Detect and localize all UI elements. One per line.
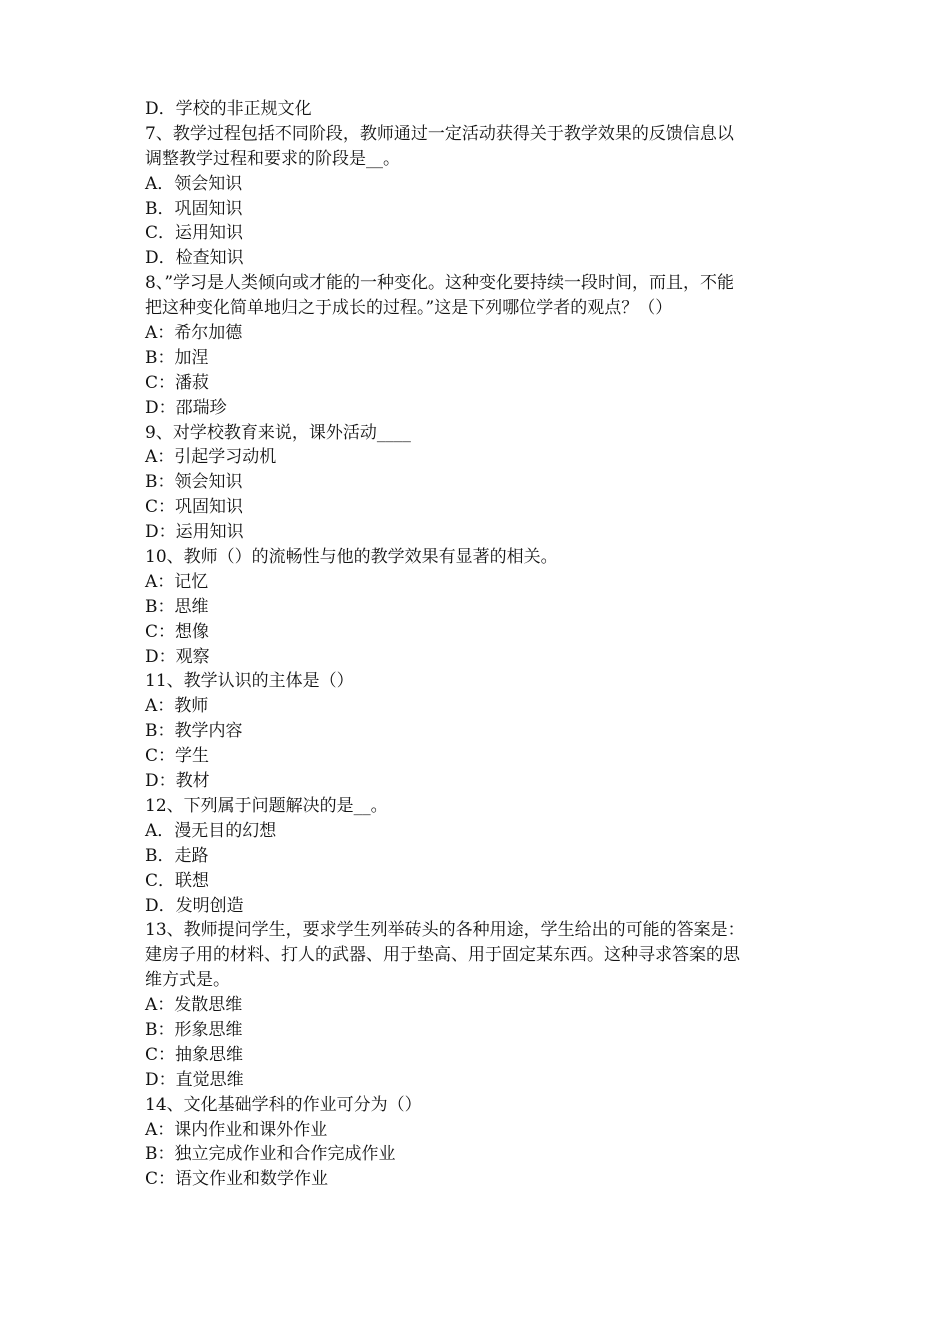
document-body bbox=[145, 97, 825, 1192]
option-line: A：引起学习动机 bbox=[145, 447, 277, 468]
option-line: A：课内作业和课外作业 bbox=[145, 1119, 328, 1140]
question-13-stem-cont: 维方式是。 bbox=[145, 970, 230, 991]
option-line: C：想像 bbox=[145, 621, 210, 642]
option-line: B：独立完成作业和合作完成作业 bbox=[145, 1144, 396, 1165]
option-line: C：抽象思维 bbox=[145, 1044, 244, 1065]
option-line: A：教师 bbox=[145, 696, 209, 717]
question-8-stem: 8、”学习是人类倾向或才能的一种变化。这种变化要持续一段时间，而且，不能 bbox=[145, 273, 735, 294]
question-8-stem-cont: 把这种变化简单地归之于成长的过程。”这是下列哪位学者的观点？（） bbox=[145, 298, 673, 319]
option-line: B：领会知识 bbox=[145, 472, 243, 493]
option-line: C：巩固知识 bbox=[145, 497, 244, 518]
option-line: A：记忆 bbox=[145, 571, 209, 592]
option-line: D．检查知识 bbox=[145, 248, 244, 269]
option-line: C．运用知识 bbox=[145, 223, 244, 244]
question-7-stem: 7、教学过程包括不同阶段，教师通过一定活动获得关于教学效果的反馈信息以 bbox=[145, 123, 734, 144]
option-line: D：运用知识 bbox=[145, 522, 244, 543]
option-line: C：语文作业和数学作业 bbox=[145, 1169, 329, 1190]
question-7-stem-cont: 调整教学过程和要求的阶段是__。 bbox=[145, 148, 400, 169]
option-line: C：潘菽 bbox=[145, 372, 210, 393]
option-line: B：教学内容 bbox=[145, 721, 243, 742]
option-line: D：邵瑞珍 bbox=[145, 397, 227, 418]
question-13-stem: 13、教师提问学生，要求学生列举砖头的各种用途，学生给出的可能的答案是： bbox=[145, 920, 745, 941]
option-line: D：观察 bbox=[145, 646, 210, 667]
option-line: C：学生 bbox=[145, 746, 210, 767]
option-line: A．漫无目的幻想 bbox=[145, 820, 277, 841]
option-line: B：加涅 bbox=[145, 347, 209, 368]
question-9-stem: 9、对学校教育来说，课外活动____ bbox=[145, 422, 411, 443]
question-11-stem: 11、教学认识的主体是（） bbox=[145, 671, 354, 692]
option-line: D：直觉思维 bbox=[145, 1069, 244, 1090]
option-line: A：希尔加德 bbox=[145, 323, 243, 344]
question-10-stem: 10、教师（）的流畅性与他的教学效果有显著的相关。 bbox=[145, 547, 558, 568]
option-line: A．领会知识 bbox=[145, 173, 243, 194]
question-13-stem-cont: 建房子用的材料、打人的武器、用于垫高、用于固定某东西。这种寻求答案的思 bbox=[145, 945, 740, 966]
option-line: D．学校的非正规文化 bbox=[145, 99, 312, 119]
option-line: B：形象思维 bbox=[145, 1019, 243, 1040]
option-line: B．走路 bbox=[145, 845, 209, 866]
option-line: D．发明创造 bbox=[145, 895, 244, 916]
option-line: B．巩固知识 bbox=[145, 198, 243, 219]
option-line: A：发散思维 bbox=[145, 995, 243, 1016]
option-line: C．联想 bbox=[145, 870, 210, 891]
question-14-stem: 14、文化基础学科的作业可分为（） bbox=[145, 1094, 422, 1115]
option-line: D：教材 bbox=[145, 771, 210, 792]
option-line: B：思维 bbox=[145, 596, 209, 617]
question-12-stem: 12、下列属于问题解决的是__。 bbox=[145, 795, 388, 816]
